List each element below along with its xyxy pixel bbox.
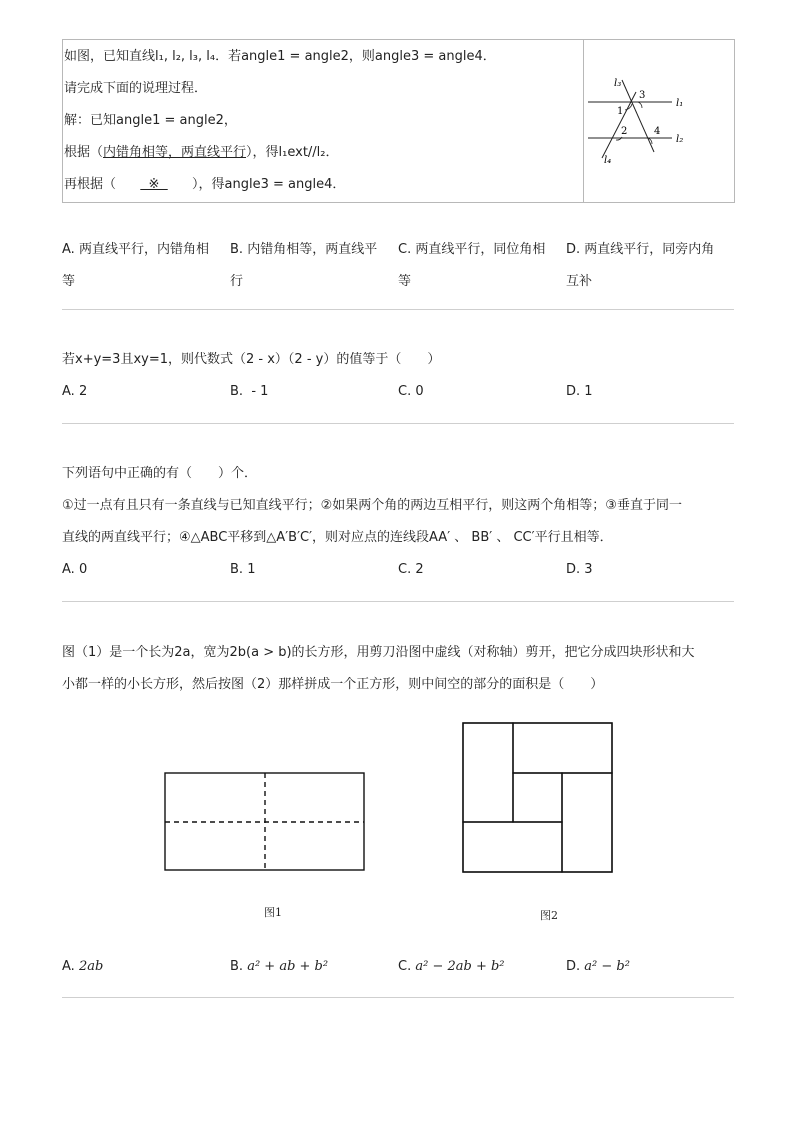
option-text: 2	[415, 562, 424, 577]
q3-line3: 直线的两直线平行；④△ABC平移到△A′B′C′，则对应点的连线段AA′ 、 BB′ 、 CC′平行且相等．	[62, 530, 613, 545]
option-text: 两直线平行，内错角相等	[62, 242, 209, 289]
q4-line2: 小都一样的小长方形，然后按图（2）那样拼成一个正方形，则中间空的部分的面积是（ ）	[62, 677, 604, 692]
fig2-rect-top-right	[513, 723, 612, 773]
q1-line5	[64, 176, 345, 194]
option-letter: A.	[62, 384, 75, 399]
q1-line2: 请完成下面的说理过程．	[64, 81, 208, 96]
option-text: a² − b²	[584, 959, 630, 974]
q2-option-c[interactable]	[398, 383, 424, 401]
divider-2	[62, 423, 734, 424]
option-letter: A.	[62, 242, 75, 257]
q1-line5-post: ），得angle3 = angle4．	[192, 177, 346, 192]
fig2-rect-left	[463, 723, 513, 822]
option-text: 两直线平行，同位角相等	[398, 242, 546, 289]
q1-line5-pre: 再根据（	[64, 177, 117, 192]
q3-option-b[interactable]	[230, 561, 255, 579]
q4-figure1	[164, 772, 366, 872]
option-text: a² + ab + b²	[247, 959, 329, 974]
option-text: 0	[415, 384, 424, 399]
q4-fig1-caption: 图1	[264, 906, 282, 919]
label-l3: l₃	[614, 78, 622, 89]
angle-arc-3	[638, 102, 642, 108]
label-l2: l₂	[676, 134, 684, 145]
option-text: 0	[78, 562, 88, 577]
option-letter: A.	[62, 959, 75, 974]
q1-option-c[interactable]	[398, 234, 548, 298]
q1-option-b[interactable]	[230, 234, 380, 298]
angle-arc-2	[616, 137, 622, 140]
q3-line2: ①过一点有且只有一条直线与已知直线平行；②如果两个角的两边互相平行，则这两个角相等；③垂直于同一	[62, 498, 682, 513]
option-text: 内错角相等，两直线平行	[230, 242, 378, 289]
q3-stem: 下列语句中正确的有（ ）个．	[62, 466, 258, 481]
q1-line5-blank[interactable]: ※	[140, 177, 168, 192]
q2-option-d[interactable]	[566, 383, 593, 401]
option-letter: C.	[398, 959, 412, 974]
q4-line1: 图（1）是一个长为2a，宽为2b(a > b)的长方形，用剪刀沿图中虚线（对称轴）剪开，把它分成四块形状和大	[62, 645, 695, 660]
q1-option-a[interactable]	[62, 234, 212, 298]
q1-option-d[interactable]	[566, 234, 716, 298]
label-angle1: 1	[617, 106, 624, 117]
q1-line4-underlined: 内错角相等，两直线平行	[103, 145, 247, 160]
option-text: - 1	[247, 384, 269, 399]
option-text: 2	[78, 384, 88, 399]
q1-line3: 解：已知angle1 = angle2，	[64, 113, 237, 128]
divider-3	[62, 601, 734, 602]
label-l4: l₄	[604, 155, 612, 166]
option-text: 1	[584, 384, 593, 399]
option-letter: A.	[62, 562, 75, 577]
q4-figure2	[462, 722, 614, 874]
q2-stem: 若x+y=3且xy=1，则代数式（2 - x）（2 - y）的值等于（ ）	[62, 352, 441, 367]
q1-line4-post: ），得l₁ext//l₂．	[246, 145, 339, 160]
fig2-outer-square	[463, 723, 612, 872]
option-letter: D.	[566, 242, 581, 257]
label-angle2: 2	[621, 126, 628, 137]
option-text: 两直线平行，同旁内角互补	[566, 242, 715, 289]
label-angle3: 3	[639, 90, 646, 101]
option-letter: B.	[230, 959, 244, 974]
q1-line4	[64, 144, 339, 162]
option-text: 2ab	[78, 959, 104, 974]
q1-line1: 如图，已知直线l₁, l₂, l₃, l₄．若angle1 = angle2，则angle3 = angle4．	[64, 49, 496, 64]
divider-4	[62, 997, 734, 998]
line-l3	[622, 80, 654, 152]
q3-option-a[interactable]	[62, 561, 87, 579]
divider-1	[62, 309, 734, 310]
q2-option-b[interactable]	[230, 383, 268, 401]
option-letter: D.	[566, 562, 581, 577]
option-letter: D.	[566, 959, 581, 974]
q1-figure	[584, 40, 733, 201]
label-l1: l₁	[676, 98, 684, 109]
q4-fig2-caption: 图2	[540, 909, 558, 922]
fig2-center-hole	[513, 773, 562, 822]
q4-option-d[interactable]	[566, 958, 630, 976]
option-text: a² − 2ab + b²	[415, 959, 505, 974]
option-letter: B.	[230, 242, 244, 257]
option-letter: C.	[398, 384, 412, 399]
fig2-rect-right	[562, 773, 612, 872]
option-letter: C.	[398, 562, 412, 577]
option-text: 3	[584, 562, 593, 577]
q2-option-a[interactable]	[62, 383, 87, 401]
q4-option-a[interactable]	[62, 958, 103, 976]
option-letter: B.	[230, 384, 244, 399]
q1-line4-pre: 根据（	[64, 145, 104, 160]
label-angle4: 4	[654, 126, 661, 137]
q3-option-d[interactable]	[566, 561, 593, 579]
option-letter: D.	[566, 384, 581, 399]
fig2-rect-bottom	[463, 822, 562, 872]
option-letter: C.	[398, 242, 412, 257]
option-letter: B.	[230, 562, 244, 577]
q4-option-b[interactable]	[230, 958, 328, 976]
q4-option-c[interactable]	[398, 958, 505, 976]
q3-option-c[interactable]	[398, 561, 424, 579]
option-text: 1	[247, 562, 256, 577]
